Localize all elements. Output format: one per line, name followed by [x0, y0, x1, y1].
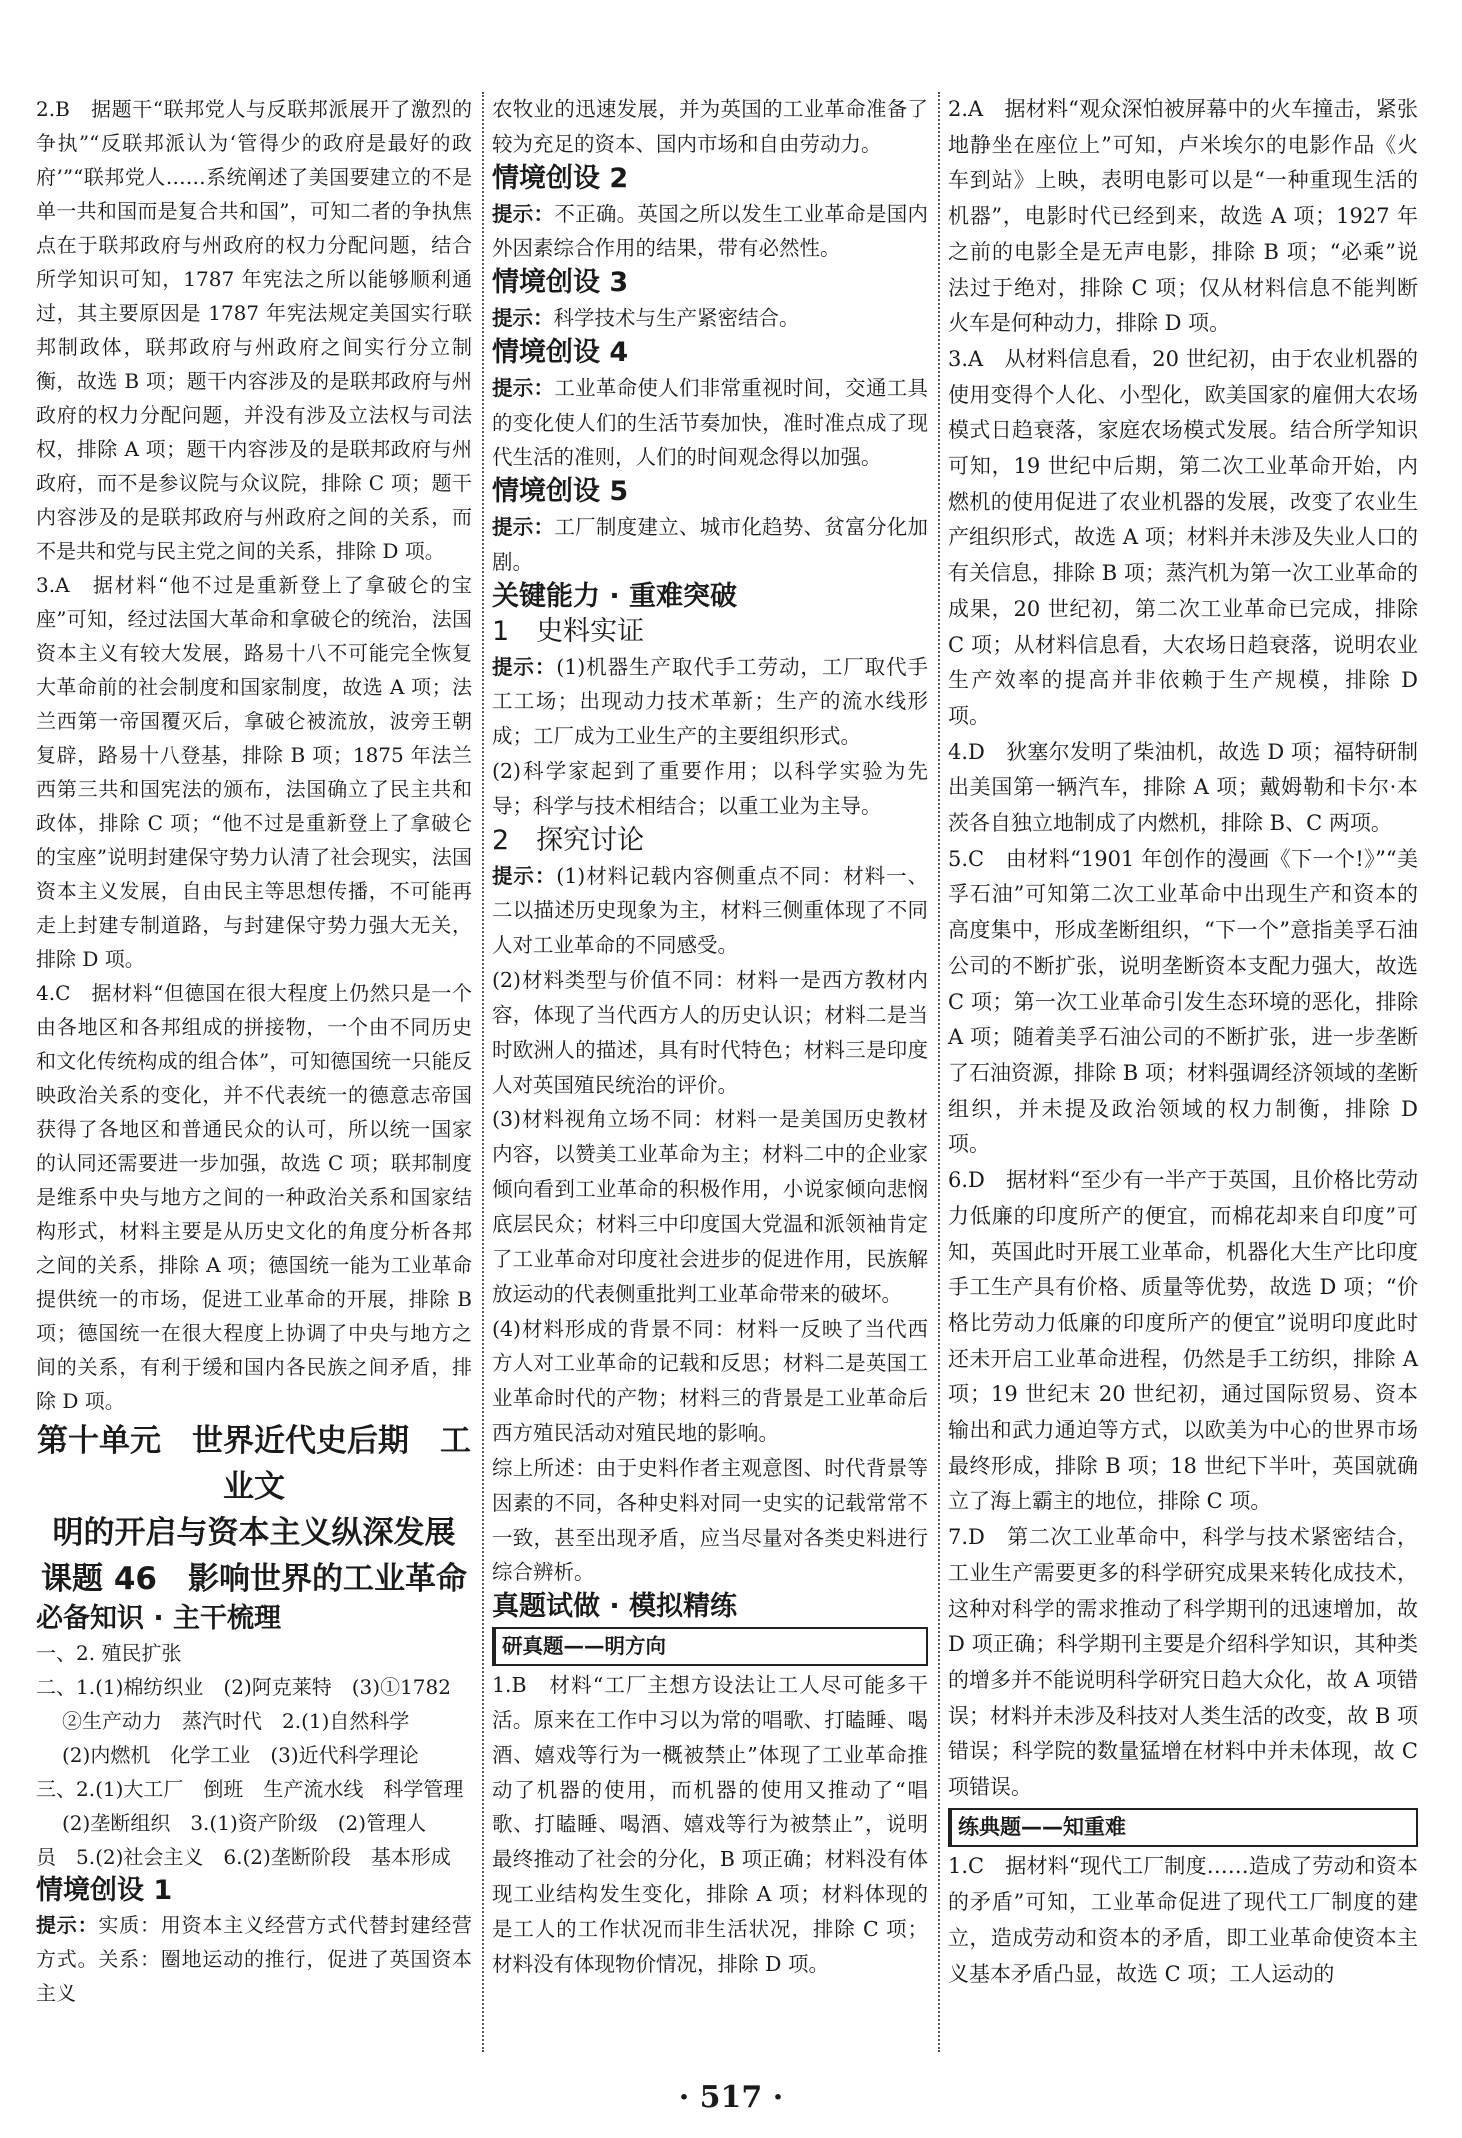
column-divider-2: [938, 92, 940, 2052]
knowledge-line-4: (2)内燃机 化学工业 (3)近代科学理论: [62, 1743, 419, 1767]
section-real-exams: 真题试做 · 模拟精练: [492, 1591, 738, 1623]
subsection-2-d: (4)材料形成的背景不同：材料一反映了当代西方人对工业革命的记载和反思；材料二是英国工业革命时代的产物；材料三的背景是工业革命后西方殖民活动对殖民地的影响。: [492, 1316, 928, 1446]
scenario-1-body: 实质：用资本主义经营方式代替封建经营方式。关系：圈地运动的推行，促进了英国资本主义: [36, 1913, 473, 2005]
answer-q4: 4.C 据材料“但德国在很大程度上仍然只是一个由各地区和各邦组成的拼接物，一个由不同历史和文化传统构成的组合体”，可知德国统一只能反映政治关系的变化，并不代表统一的德意志帝国获得了各地区和普通民众的认可，所以统一国家的认同还需要进一步加强，故选 C 项；联邦制度是维系中央与地方之间的一种政治关系和国家结构形式，材料主要是从历史文化的角度分析各邦之间的关系，排除 A 项；德国统一能为工业革命提供统一的市场，促进工业革命的开展，排除 B 项；德国统一在很大程度上协调了中央与地方之间的关系，有利于缓和国内各民族之间矛盾，排除 D 项。: [36, 981, 472, 1413]
subsection-1-title: 1 史料实证: [492, 615, 645, 647]
scenario-2-text: [492, 197, 928, 267]
exam-answer-1: 1.B 材料“工厂主想方设法让工人尽可能多干活。原来在工作中习以为常的唱歌、打瞌睡、喝酒、嬉戏等行为一概被禁止”体现了工业革命推动了机器的使用，而机器的使用又推动了“唱歌、打瞌睡、喝酒、嬉戏等行为被禁止”，说明最终推动了社会的分化，B 项正确；材料没有体现工业结构发生变化，排除 A 项；材料体现的是工人的工作状况而非生活状况，排除 C 项；材料没有体现物价情况，排除 D 项。: [492, 1672, 928, 1976]
lesson-title: 课题 46 影响世界的工业革命: [41, 1561, 467, 1597]
scenario-3-body: 科学技术与生产紧密结合。: [553, 306, 800, 331]
subsection-2-b: (2)材料类型与价值不同：材料一是西方教材内容，体现了当代西方人的历史认识；材料二是当时欧洲人的描述，具有时代特色；材料三是印度人对英国殖民统治的评价。: [492, 968, 928, 1097]
scenario-5-body: 工厂制度建立、城市化趋势、贫富分化加剧。: [492, 515, 929, 574]
scenario-4-text: [492, 371, 928, 476]
subsection-2-title: 2 探究讨论: [492, 824, 645, 856]
hint-label: 提示：: [492, 654, 557, 679]
exam-answer-6: 6.D 据材料“至少有一半产于英国，且价格比劳动力低廉的印度所产的便宜，而棉花却来自印度”可知，英国此时开展工业革命，机器化大生产比印度手工生产具有价格、质量等优势，故选 D 项；“价格比劳动力低廉的印度所产的便宜”说明印度此时还未开启工业革命进程，仍然是手工纺织，排除 A 项；19 世纪末 20 世纪初，通过国际贸易、资本输出和武力通迫等方式，以欧美为中心的世界市场最终形成，排除 B 项；18 世纪下半叶，英国就确立了海上霸主的地位，排除 C 项。: [948, 1168, 1418, 1514]
scenario-4-body: 工业革命使人们非常重视时间，交通工具的变化使人们的生活节奏加快，准时准点成了现代生活的准则，人们的时间观念得以加强。: [492, 375, 929, 470]
column-3: [948, 92, 1418, 1992]
knowledge-line-1: 一、2. 殖民扩张: [36, 1641, 182, 1665]
exam-answer-5: 5.C 由材料“1901 年创作的漫画《下一个!》”“美孚石油”可知第二次工业革命中出现生产和资本的高度集中，形成垄断组织，“下一个”意指美孚石油公司的不断扩张，说明垄断资本支配力强大，故选 C 项；第一次工业革命引发生态环境的恶化，排除 A 项；随着美孚石油公司的不断扩张，进一步垄断了石油资源，排除 B 项；材料强调经济领域的垄断组织，并未提及政治领域的权力制衡，排除 D 项。: [948, 846, 1418, 1157]
unit-title-line-1: 第十单元 世界近代史后期 工业文: [37, 1423, 471, 1505]
knowledge-line-5: 三、2.(1)大工厂 倒班 生产流水线 科学管理: [36, 1777, 464, 1801]
hint-label: 提示：: [492, 863, 557, 888]
column-2: [492, 92, 928, 1982]
scenario-5-text: [492, 510, 928, 580]
column-divider-1: [482, 92, 484, 2052]
scenario-1-title: 情境创设 1: [36, 1875, 173, 1906]
subsection-1-a: (1)机器生产取代手工劳动，工厂取代手工工场；出现动力技术革新；生产的流水线形成；工厂成为工业生产的主要组织形式。: [492, 654, 929, 749]
hint-label: 提示：: [492, 515, 555, 540]
subsection-2-summary: 综上所述：由于史料作者主观意图、时代背景等因素的不同，各种史料对同一史实的记载常常不一致，甚至出现矛盾，应当尽量对各类史料进行综合辨析。: [492, 1455, 928, 1585]
hint-label: 提示：: [492, 201, 555, 226]
hint-label: 提示：: [492, 306, 554, 331]
page-number: · 517 ·: [678, 2080, 784, 2115]
subsection-2-a: (1)材料记载内容侧重点不同：材料一、二以描述历史现象为主，材料三侧重体现了不同人对工业革命的不同感受。: [492, 863, 929, 958]
exam-answer-4: 4.D 狄塞尔发明了柴油机，故选 D 项；福特研制出美国第一辆汽车，排除 A 项；戴姆勒和卡尔·本茨各自独立地制成了内燃机，排除 B、C 两项。: [948, 739, 1418, 836]
scenario-1-continued: 农牧业的迅速发展，并为英国的工业革命准备了较为充足的资本、国内市场和自由劳动力。: [492, 97, 928, 156]
scenario-3-title: 情境创设 3: [492, 267, 629, 299]
scenario-5-title: 情境创设 5: [492, 476, 629, 508]
unit-title-line-2: 明的开启与资本主义纵深发展: [52, 1515, 456, 1551]
knowledge-line-3: ②生产动力 蒸汽时代 2.(1)自然科学: [62, 1709, 410, 1733]
knowledge-line-7: 员 5.(2)社会主义 6.(2)垄断阶段 基本形成: [36, 1845, 451, 1869]
subsection-2-text: [492, 859, 928, 964]
hint-label: 提示：: [36, 1913, 99, 1937]
real-exam-banner: 研真题——明方向: [492, 1627, 928, 1666]
scenario-3-text: [492, 301, 928, 336]
scenario-2-body: 不正确。英国之所以发生工业革命是国内外因素综合作用的结果，带有必然性。: [492, 201, 929, 261]
subsection-1-b: (2)科学家起到了重要作用；以科学实验为先导；科学与技术相结合；以重工业为主导。: [492, 759, 928, 818]
answer-q2: 2.B 据题干“联邦党人与反联邦派展开了激烈的争执”“反联邦派认为‘管得少的政府是最好的政府’”“联邦党人……系统阐述了美国要建立的不是单一共和国而是复合共和国”，可知二者的争执焦点在于联邦政府与州政府的权力分配问题，结合所学知识可知，1787 年宪法之所以能够顺利通过，其主要原因是 1787 年宪法规定美国实行联邦制政体，联邦政府与州政府之间实行分立制衡，故选 B 项；题干内容涉及的是联邦政府与州政府的权力分配问题，并没有涉及立法权与司法权，排除 A 项；题干内容涉及的是联邦政府与州政府，而不是参议院与众议院，排除 C 项；题干内容涉及的是联邦政府与州政府之间的关系，而不是共和党与民主党之间的关系，排除 D 项。: [36, 97, 472, 563]
practice-answer-1: 1.C 据材料“现代工厂制度……造成了劳动和资本的矛盾”可知，工业革命促进了现代工厂制度的建立，造成劳动和资本的矛盾，即工业革命使资本主义基本矛盾凸显，故选 C 项；工人运动的: [948, 1854, 1418, 1986]
section-key-abilities: 关键能力 · 重难突破: [492, 580, 738, 612]
column-1: [36, 92, 472, 2010]
knowledge-line-6: (2)垄断组织 3.(1)资产阶级 (2)管理人: [62, 1811, 427, 1835]
hint-label: 提示：: [492, 375, 555, 400]
exam-answer-2: 2.A 据材料“观众深怕被屏幕中的火车撞击，紧张地静坐在座位上”可知，卢米埃尔的电影作品《火车到站》上映，表明电影可以是“一种重现生活的机器”，电影时代已经到来，故选 A 项；1927 年之前的电影全是无声电影，排除 B 项；“必乘”说法过于绝对，排除 C 项；仅从材料信息不能判断火车是何种动力，排除 D 项。: [948, 97, 1418, 336]
subsection-1-text: [492, 650, 928, 755]
practice-banner: 练典题——知重难: [948, 1808, 1418, 1848]
scenario-1-text: [36, 1908, 472, 2010]
answer-q3: 3.A 据材料“他不过是重新登上了拿破仑的宝座”可知，经过法国大革命和拿破仑的统治，法国资本主义有较大发展，路易十八不可能完全恢复大革命前的社会制度和国家制度，故选 A 项；法兰西第一帝国覆灭后，拿破仑被流放，波旁王朝复辟，路易十八登基，排除 B 项；1875 年法兰西第三共和国宪法的颁布，法国确立了民主共和政体，排除 C 项；“他不过是重新登上了拿破仑的宝座”说明封建保守势力认清了社会现实，法国资本主义发展，自由民主等思想传播，不可能再走上封建专制道路，与封建保守势力强大无关，排除 D 项。: [36, 573, 472, 971]
exam-answer-3: 3.A 从材料信息看，20 世纪初，由于农业机器的使用变得个人化、小型化，欧美国家的雇佣大农场模式日趋衰落，家庭农场模式发展。结合所学知识可知，19 世纪中后期，第二次工业革命开始，内燃机的使用促进了农业机器的发展，改变了农业生产组织形式，故选 A 项；材料并未涉及失业人口的有关信息，排除 B 项；蒸汽机为第一次工业革命的成果，20 世纪初，第二次工业革命已完成，排除 C 项；从材料信息看，大农场日趋衰落，说明农业生产效率的提高并非依赖于生产规模，排除 D 项。: [948, 346, 1418, 728]
scenario-4-title: 情境创设 4: [492, 336, 629, 368]
subsection-2-c: (3)材料视角立场不同：材料一是美国历史教材内容，以赞美工业革命为主；材料二中的企业家倾向看到工业革命的积极作用，小说家倾向悲悯底层民众；材料三中印度国大党温和派领袖肯定了工业革命对印度社会进步的促进作用，民族解放运动的代表侧重批判工业革命带来的破坏。: [492, 1107, 928, 1306]
exam-answer-7: 7.D 第二次工业革命中，科学与技术紧密结合，工业生产需要更多的科学研究成果来转化成技术，这种对科学的需求推动了科学期刊的迅速增加，故 D 项正确；科学期刊主要是介绍科学知识，其种类的增多并不能说明科学研究日趋大众化，故 A 项错误；材料并未涉及科技对人类生活的改变，故 B 项错误；科学院的数量猛增在材料中并未体现，故 C 项错误。: [948, 1525, 1418, 1800]
scenario-2-title: 情境创设 2: [492, 162, 629, 194]
knowledge-line-2: 二、1.(1)棉纺织业 (2)阿克莱特 (3)①1782: [36, 1675, 451, 1699]
section-essential-knowledge: 必备知识 · 主干梳理: [36, 1603, 282, 1634]
